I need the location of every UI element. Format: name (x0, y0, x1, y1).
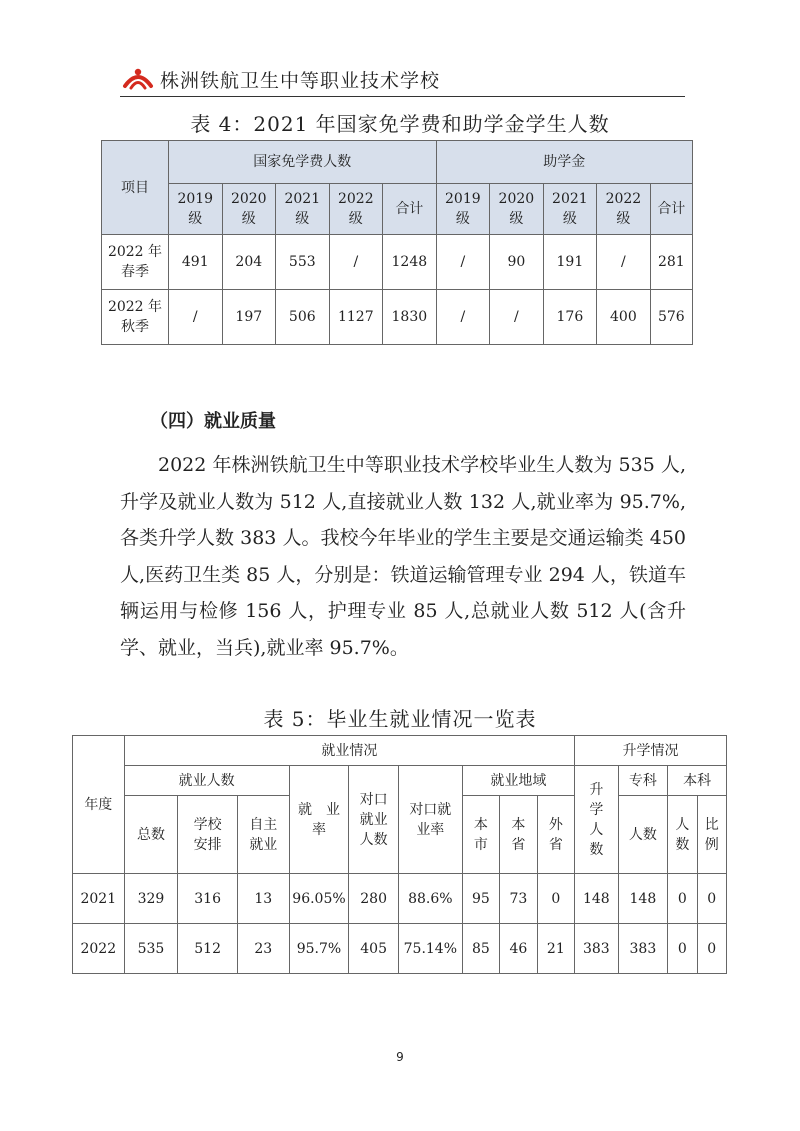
matched-rate-header: 对口就 业率 (398, 766, 462, 874)
table-cell: 329 (124, 874, 178, 924)
matched-count-header: 对口 就业 人数 (349, 766, 399, 874)
further-study-header: 升学情况 (575, 736, 727, 766)
employed-count-header: 就业人数 (124, 766, 289, 796)
jc-count-header: 人数 (618, 796, 668, 874)
t4-sub-header: 2019 级 (169, 184, 223, 235)
t4-sub-header: 合计 (650, 184, 692, 235)
table-cell: 90 (490, 235, 544, 290)
table-cell: 383 (618, 924, 668, 974)
table-cell: 405 (349, 924, 399, 974)
table-cell: 553 (276, 235, 330, 290)
year-header: 年度 (73, 736, 125, 874)
t4-sub-header: 2020 级 (490, 184, 544, 235)
city-header: 本 市 (462, 796, 499, 874)
page-number: 9 (396, 1050, 404, 1064)
t4-sub-header: 2019 级 (436, 184, 490, 235)
table-row (102, 235, 693, 290)
table-cell: 512 (178, 924, 238, 974)
ug-ratio-header: 比 例 (697, 796, 726, 874)
region-header: 就业地域 (462, 766, 574, 796)
grant-header: 助学金 (436, 141, 692, 184)
table-cell: 75.14% (398, 924, 462, 974)
province-header: 本 省 (500, 796, 537, 874)
page-header (120, 62, 685, 97)
tuition-aid-table (101, 140, 693, 345)
table-cell: 73 (500, 874, 537, 924)
total-header: 总数 (124, 796, 178, 874)
table-cell: 23 (238, 924, 290, 974)
year-cell: 2022 (73, 924, 125, 974)
table5-caption: 表 5：毕业生就业情况一览表 (263, 707, 537, 731)
table-cell: 1830 (383, 290, 437, 345)
table-cell: 1127 (329, 290, 383, 345)
table-cell: 400 (597, 290, 651, 345)
table-cell: 96.05% (289, 874, 349, 924)
table-cell: 46 (500, 924, 537, 974)
table-cell: 280 (349, 874, 399, 924)
table-cell: 0 (697, 874, 726, 924)
item-header: 项目 (102, 141, 169, 235)
school-logo-icon (122, 64, 154, 92)
table-cell: 0 (697, 924, 726, 974)
junior-college-header: 专科 (618, 766, 668, 796)
table-cell: 197 (222, 290, 276, 345)
t4-sub-header: 2022 级 (597, 184, 651, 235)
table-cell: 85 (462, 924, 499, 974)
table-cell: / (329, 235, 383, 290)
table-cell: 383 (575, 924, 619, 974)
table-cell: 88.6% (398, 874, 462, 924)
table4-caption: 表 4：2021 年国家免学费和助学金学生人数 (190, 112, 610, 136)
table-cell: 1248 (383, 235, 437, 290)
table-cell: / (490, 290, 544, 345)
t4-sub-header: 合计 (383, 184, 437, 235)
table-row (73, 924, 727, 974)
t4-sub-header: 2020 级 (222, 184, 276, 235)
employment-paragraph: 2022 年株洲铁航卫生中等职业技术学校毕业生人数为 535 人,升学及就业人数为 512 人,直接就业人数 132 人,就业率为 95.7%,各类升学人数 383 人。我校今年毕业的学生主要是交通运输类 450 人,医药卫生类 85 人，分别是：铁道运输管理专业 294 人，铁道车辆运用与检修 156 人，护理专业 85 人,总就业人数 512 人(含升学、就业，当兵),就业率 95.7%。 (120, 454, 686, 659)
other-province-header: 外 省 (537, 796, 574, 874)
table-cell: 576 (650, 290, 692, 345)
employment-header: 就业情况 (124, 736, 574, 766)
table-cell: 535 (124, 924, 178, 974)
table-cell: 13 (238, 874, 290, 924)
undergraduate-header: 本科 (668, 766, 727, 796)
table-cell: 95.7% (289, 924, 349, 974)
table-cell: 506 (276, 290, 330, 345)
table-cell: 95 (462, 874, 499, 924)
ug-count-header: 人 数 (668, 796, 697, 874)
table-cell: / (169, 290, 223, 345)
employment-rate-header: 就 业 率 (289, 766, 349, 874)
row-label: 2022 年 春季 (102, 235, 169, 290)
table-row (73, 874, 727, 924)
t4-sub-header: 2021 级 (543, 184, 597, 235)
t4-sub-header: 2022 级 (329, 184, 383, 235)
table-cell: 191 (543, 235, 597, 290)
table-cell: 491 (169, 235, 223, 290)
table-cell: 148 (618, 874, 668, 924)
row-label: 2022 年 秋季 (102, 290, 169, 345)
t4-sub-header: 2021 级 (276, 184, 330, 235)
table-cell: 0 (668, 924, 697, 974)
self-employed-header: 自主 就业 (238, 796, 290, 874)
school-arranged-header: 学校 安排 (178, 796, 238, 874)
table-cell: / (436, 235, 490, 290)
table-cell: / (597, 235, 651, 290)
further-count-header: 升 学 人 数 (575, 766, 619, 874)
table-cell: 204 (222, 235, 276, 290)
school-name: 株洲铁航卫生中等职业技术学校 (160, 70, 441, 92)
table-cell: 0 (537, 874, 574, 924)
year-cell: 2021 (73, 874, 125, 924)
table-cell: 176 (543, 290, 597, 345)
table-cell: / (436, 290, 490, 345)
table-row (102, 290, 693, 345)
table-cell: 316 (178, 874, 238, 924)
graduate-employment-table (72, 735, 727, 974)
section-title: （四）就业质量 (150, 411, 276, 432)
table-cell: 148 (575, 874, 619, 924)
table-cell: 281 (650, 235, 692, 290)
table-cell: 21 (537, 924, 574, 974)
table-cell: 0 (668, 874, 697, 924)
tuition-free-header: 国家免学费人数 (169, 141, 437, 184)
